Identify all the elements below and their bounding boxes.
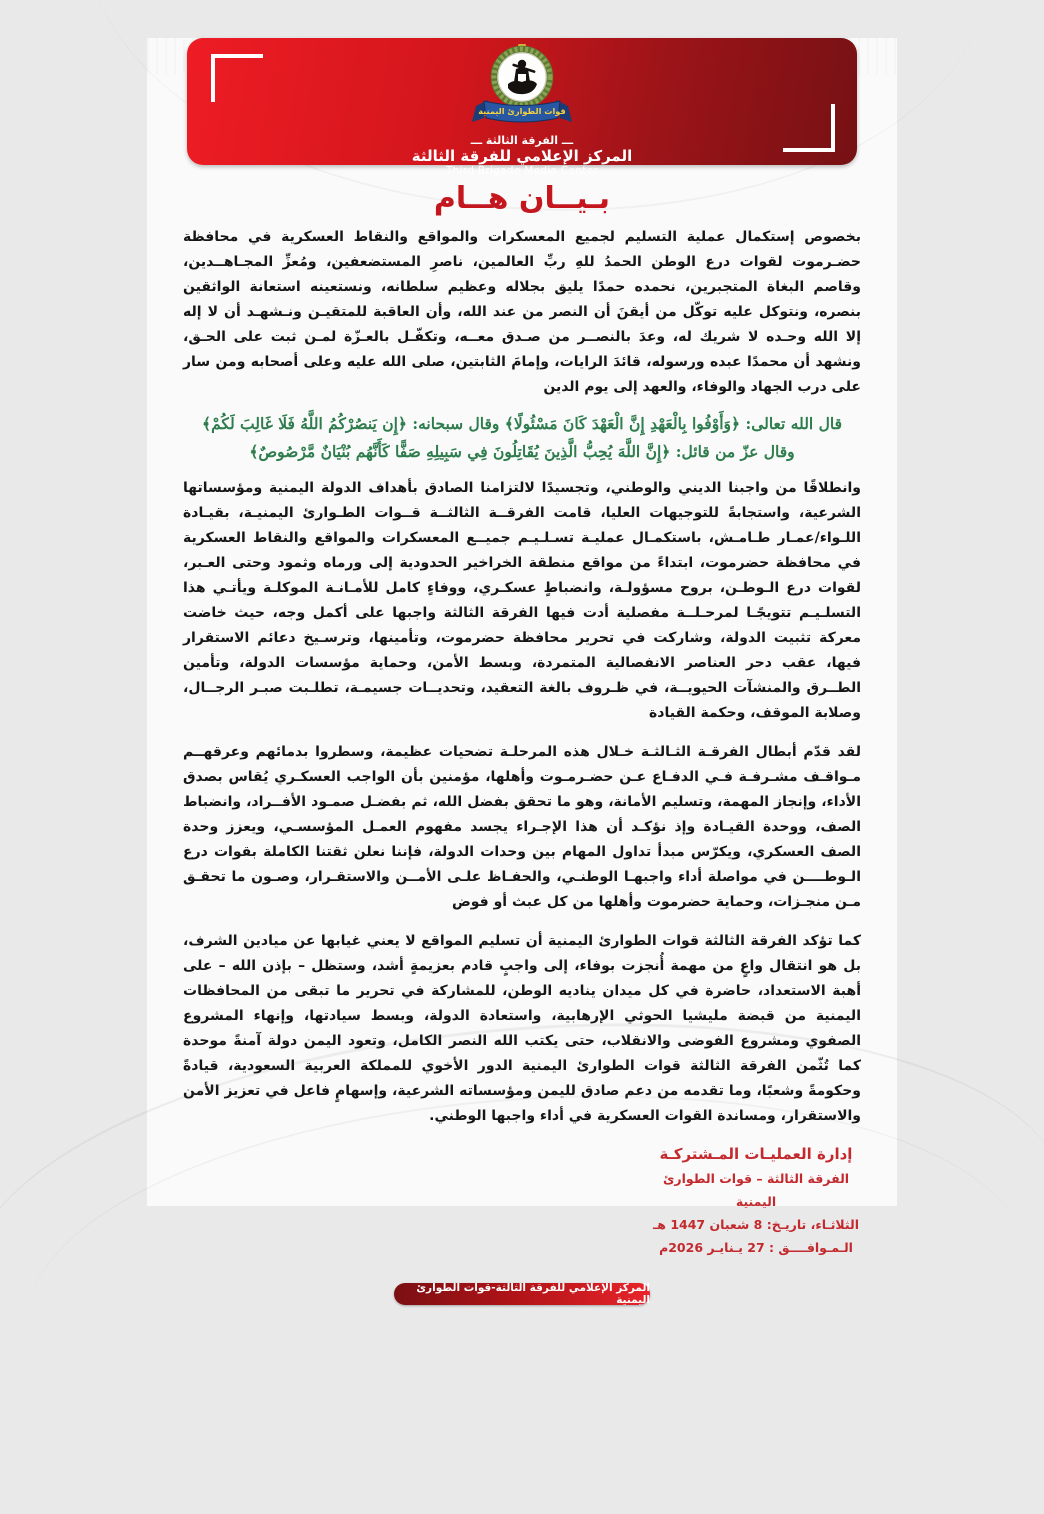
intro-line: بخصوص إستكمال عملية التسليم لجميع المعسكرات والمواقع والنقاط العسكرية في محافظة حضـرموت لقوات درع الوطن xyxy=(183,229,862,270)
signature-date-hijri: الثلاثـاء، تاريـخ: 8 شعبان 1447 هـ xyxy=(653,1217,859,1232)
brigade-name: ـــ الفرقة الثالثة ـــ xyxy=(470,134,574,147)
quran-verses xyxy=(183,410,861,466)
quran-verse-1: قال الله تعالى: ﴿وَأَوْفُوا بِالْعَهْدِ إِنَّ الْعَهْدَ كَانَ مَسْئُولًا﴾ وقال سبحانه: ﴿إِن يَنصُرْكُمُ اللَّهُ فَلَا غَالِبَ لَكُمْ﴾ xyxy=(201,414,843,433)
brigade-emblem-icon xyxy=(462,44,582,136)
header-banner xyxy=(187,38,857,177)
quran-verse-2: وقال عزّ من قائل: ﴿إِنَّ اللَّهَ يُحِبُّ الَّذِينَ يُقَاتِلُونَ فِي سَبِيلِهِ صَفًّا كَأَنَّهُم بُنْيَانٌ مَّرْصُوصٌ﴾ xyxy=(249,442,795,461)
media-center-name-en: Third Brigade Media Center xyxy=(445,165,599,177)
signature-unit: الفرقة الثالثة – قوات الطوارئ اليمنية xyxy=(662,1171,850,1209)
preamble-text: الحمدُ للهِ ربِّ العالمين، ناصرِ المستضعفين، ومُعزِّ المجـاهــدين، وقاصم البغاة المتجبرين، نحمده حمدًا يليق بجلاله وعظيم سلطانه، ونستعينه استعانة الواثقين بنصره، ونتوكل عليه توكّل من أيقنَ أن النصر من عند الله، وأن العاقبة للمتقيـن ونـشهـد أن لا إله إلا الله وحـده لا شريك له، وعدَ بالنصــر من صـدق معــه، وتكفّـل بالعـزّة لمـن ثبت على الحـق، ونشهد أن محمدًا عبده ورسوله، قائدَ الرايات، وإمامَ الثابتين، صلى الله عليه وعلى أصحابه ومن سار على درب الجهاد والوفاء، والعهد إلى يوم الدين xyxy=(183,254,861,395)
media-center-name-ar: المركز الإعلامي للفرقة الثالثة xyxy=(411,147,633,165)
body-paragraph-1: وانطلاقًا من واجبنا الديني والوطني، وتجسيدًا لالتزامنا الصادق بأهداف الدولة اليمنية ومؤسساتها الشرعية، واستجابةً للتوجيهات العليا، قامت الفرقــة الثالثــة قــوات الطـوارئ اليمنيـة، بقيـادة اللـواء/عمـار طـامـش، باستكمـال عمليـة تسـلـيـم جميــع المعسكرات والمواقع والنقاط العسكرية في محافظة حضرموت، ابتداءً من مواقع منطقة الخراخير الحدودية إلى ورماه وثمود وحتى العـبر، لقوات درع الـوطـن، بروح مسؤولـة، وانضباطٍ عسكـري، ووفاءٍ كامل للأمـانـة الموكلـة ويأتـي هذا التسلـيـم تتويجًـا لمرحـلــة مفصلية أدت فيها الفرقة الثالثة واجبها على أكمل وجه، حيث خاضت معركة تثبيت الدولة، وشاركت في تحرير محافظة حضرموت، وتأمينها، وترسـيخ دعائم الاستقرار فيها، عقب دحر العناصر الانفصالية المتمردة، وبسط الأمن، وحماية مؤسسات الدولة، وتأمين الطــرق والمنشآت الحيويــة، في ظـروف بالغة التعقيد، وتحديــات جسيمـة، تطلـبت صبـر الرجــال، وصلابة الموقف، وحكمة القيادة xyxy=(183,480,861,721)
footer-ribbon-text: المركز الإعلامي للفرقة الثالثة-قوات الطوارئ اليمنية xyxy=(416,1282,650,1306)
brigade-emblem-block xyxy=(187,44,857,178)
signature-date-gregorian: الـمـوافــــق : 27 يـنايـر 2026م xyxy=(659,1240,853,1255)
body-paragraph-2: لقد قدّم أبطال الفرقـة الثـالثـة خـلال هذه المرحلـة تضحيات عظيمة، وسطروا بدمائهم وعرقهــم مـواقـف مشـرفـة فـي الدفـاع عـن حضـرمـوت وأهلها، مؤمنين بأن الواجب العسكـري يُقاس بصدق الأداء، وإنجاز المهمة، وتسليم الأمانة، وهو ما تحقق بفضل الله، ثم بفضـل صمـود الأفــراد، وانضباط الصف، ووحدة القيـادة وإذ نؤكـد أن هذا الإجـراء يجسد مفهوم العمـل المؤسسـي، ويعزز وحدة الصف العسكري، ويكرّس مبدأ تداول المهام بين وحدات الدولة، فإننا نعلن ثقتنا الكاملة بقوات درع الـوطــــن في مواصلة أداء واجبهـا الوطنـي، والحفـاظ علـى الأمــن والاستقـرار، وصـون ما تحقـق مـن منجـزات، وحماية حضرموت وأهلها من كل عبث أو فوض xyxy=(183,744,861,910)
statement-body xyxy=(183,225,861,1259)
emblem-ribbon-text: قوات الطوارئ اليمنية xyxy=(478,106,566,116)
signature-department: إدارة العمليـات المـشتركـة xyxy=(659,1145,853,1163)
body-paragraph-3: كما تؤكد الفرقة الثالثة قوات الطوارئ اليمنية أن تسليم المواقع لا يعني غيابها عن ميادين الشرف، بل هو انتقال واعٍ من مهمة أُنجزت بوفاء، إلى واجبٍ قادم بعزيمةٍ أشد، وستظل – بإذن الله – على أهبة الاستعداد، حاضرة في كل ميدان يناديه الوطن، للمشاركة في تحرير ما تبقى من المحافظات اليمنية من قبضة مليشيا الحوثي الإرهابية، واستعادة الدولة، وبسط سيادتها، وإنهاء المشروع الصفوي ومشروع الفوضى والانقلاب، حتى يكتب الله النصر الكامل، وتعود اليمن دولة آمنةً موحدة كما تُثّمن الفرقة الثالثة قوات الطوارئ اليمنية الدور الأخوي للمملكة العربية السعودية، قيادةً وحكومةً وشعبًا، وما تقدمه من دعم صادق لليمن ومؤسساته الشرعية، وإسهامٍ فاعل في تعزيز الأمن والاستقرار، ومساندة القوات العسكرية في أداء واجبها الوطني. xyxy=(183,933,861,1124)
statement-page xyxy=(147,38,897,1306)
signature-block xyxy=(651,1141,861,1259)
statement-title: بـيــان هــام xyxy=(433,181,611,216)
preamble-paragraph xyxy=(183,225,861,400)
footer-ribbon xyxy=(394,1283,650,1305)
